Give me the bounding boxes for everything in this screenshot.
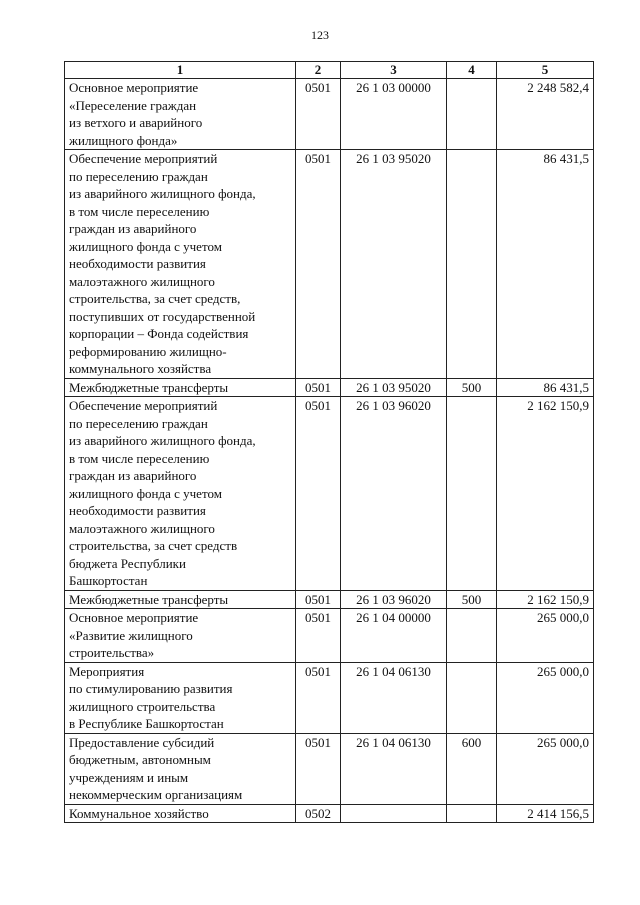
table-row: [65, 79, 594, 150]
row-amount-cell: 2 248 582,4: [497, 79, 594, 150]
row-target-cell: 26 1 03 95020: [341, 378, 447, 397]
row-name-line: по переселению граждан: [69, 168, 208, 184]
row-target-cell: 26 1 03 95020: [341, 150, 447, 379]
row-type-cell: [447, 609, 497, 663]
row-name-cell: [65, 804, 296, 823]
row-name-line: строительства»: [69, 645, 155, 660]
row-name-cell: [65, 609, 296, 663]
row-name-line: Коммунальное хозяйство: [69, 805, 209, 821]
row-section-cell: 0502: [296, 804, 341, 823]
row-name-line: некоммерческим организациям: [69, 787, 243, 802]
table-body: [65, 79, 594, 823]
row-section-cell: 0501: [296, 79, 341, 150]
row-name-line: поступивших от государственной: [69, 308, 256, 324]
row-name-line: бюджета Республики: [69, 555, 186, 571]
row-name-line: Межбюджетные трансферты: [69, 591, 229, 607]
row-type-cell: [447, 804, 497, 823]
row-name-line: в том числе переселению: [69, 450, 210, 466]
row-name-line: Межбюджетные трансферты: [69, 379, 229, 395]
row-section-cell: 0501: [296, 609, 341, 663]
row-type-cell: [447, 150, 497, 379]
row-name-line: граждан из аварийного: [69, 468, 197, 483]
row-name-cell: [65, 733, 296, 804]
table-row: [65, 378, 594, 397]
column-header-3: 3: [341, 62, 447, 79]
row-name-line: необходимости развития: [69, 503, 206, 518]
row-name-cell: [65, 150, 296, 379]
row-name-line: граждан из аварийного: [69, 221, 197, 236]
table-row: [65, 150, 594, 379]
row-name-line: из аварийного жилищного фонда,: [69, 186, 256, 201]
row-name-line: Обеспечение мероприятий: [69, 151, 218, 166]
table-row: [65, 733, 594, 804]
row-name-line: из ветхого и аварийного: [69, 115, 203, 130]
row-name-cell: [65, 79, 296, 150]
row-name-line: жилищного фонда с учетом: [69, 485, 222, 501]
row-type-cell: [447, 662, 497, 733]
row-name-line: необходимости развития: [69, 256, 206, 271]
row-target-cell: 26 1 04 06130: [341, 733, 447, 804]
row-name-line: Обеспечение мероприятий: [69, 398, 218, 413]
row-type-cell: [447, 397, 497, 591]
column-header-5: 5: [497, 62, 594, 79]
column-header-1: 1: [65, 62, 296, 79]
row-name-line: малоэтажного жилищного: [69, 273, 215, 289]
table-row: [65, 590, 594, 609]
row-amount-cell: 265 000,0: [497, 662, 594, 733]
row-section-cell: 0501: [296, 662, 341, 733]
row-target-cell: [341, 804, 447, 823]
row-name-line: корпорации – Фонда содействия: [69, 326, 249, 341]
row-name-line: «Развитие жилищного: [69, 627, 193, 643]
column-header-4: 4: [447, 62, 497, 79]
row-name-line: Предоставление субсидий: [69, 734, 215, 750]
table-row: [65, 662, 594, 733]
row-name-cell: [65, 397, 296, 591]
row-type-cell: 500: [447, 590, 497, 609]
row-target-cell: 26 1 03 00000: [341, 79, 447, 150]
row-name-line: реформированию жилищно-: [69, 343, 227, 359]
row-name-line: Основное мероприятие: [69, 610, 199, 625]
row-name-line: бюджетным, автономным: [69, 752, 211, 767]
row-amount-cell: 265 000,0: [497, 733, 594, 804]
row-name-line: учреждениям и иным: [69, 769, 189, 785]
row-type-cell: 500: [447, 378, 497, 397]
row-amount-cell: 86 431,5: [497, 378, 594, 397]
row-section-cell: 0501: [296, 733, 341, 804]
table-row: [65, 397, 594, 591]
row-name-line: Башкортостан: [69, 573, 148, 588]
budget-table: [64, 61, 594, 823]
row-amount-cell: 2 414 156,5: [497, 804, 594, 823]
row-section-cell: 0501: [296, 590, 341, 609]
row-target-cell: 26 1 04 06130: [341, 662, 447, 733]
column-header-2: 2: [296, 62, 341, 79]
row-section-cell: 0501: [296, 150, 341, 379]
row-name-line: строительства, за счет средств,: [69, 291, 241, 306]
table-row: [65, 609, 594, 663]
table-row: [65, 804, 594, 823]
row-name-line: малоэтажного жилищного: [69, 520, 215, 536]
row-name-line: по переселению граждан: [69, 415, 208, 431]
row-name-cell: [65, 662, 296, 733]
row-name-line: в том числе переселению: [69, 203, 210, 219]
row-type-cell: [447, 79, 497, 150]
row-name-line: жилищного фонда»: [69, 132, 178, 148]
row-name-line: жилищного строительства: [69, 698, 216, 714]
row-amount-cell: 265 000,0: [497, 609, 594, 663]
table-header-row: [65, 62, 594, 79]
row-name-line: Основное мероприятие: [69, 80, 199, 95]
row-amount-cell: 86 431,5: [497, 150, 594, 379]
row-name-line: строительства, за счет средств: [69, 538, 238, 553]
row-amount-cell: 2 162 150,9: [497, 590, 594, 609]
row-name-line: коммунального хозяйства: [69, 361, 212, 376]
row-amount-cell: 2 162 150,9: [497, 397, 594, 591]
row-type-cell: 600: [447, 733, 497, 804]
row-name-cell: [65, 590, 296, 609]
row-section-cell: 0501: [296, 397, 341, 591]
row-name-line: «Переселение граждан: [69, 97, 197, 113]
row-target-cell: 26 1 03 96020: [341, 590, 447, 609]
row-section-cell: 0501: [296, 378, 341, 397]
row-name-line: по стимулированию развития: [69, 681, 233, 696]
row-target-cell: 26 1 03 96020: [341, 397, 447, 591]
row-name-line: Мероприятия: [69, 663, 145, 679]
row-name-line: в Республике Башкортостан: [69, 716, 224, 731]
row-name-cell: [65, 378, 296, 397]
row-name-line: из аварийного жилищного фонда,: [69, 433, 256, 448]
row-target-cell: 26 1 04 00000: [341, 609, 447, 663]
row-name-line: жилищного фонда с учетом: [69, 238, 222, 254]
page-number: 123: [311, 28, 329, 42]
